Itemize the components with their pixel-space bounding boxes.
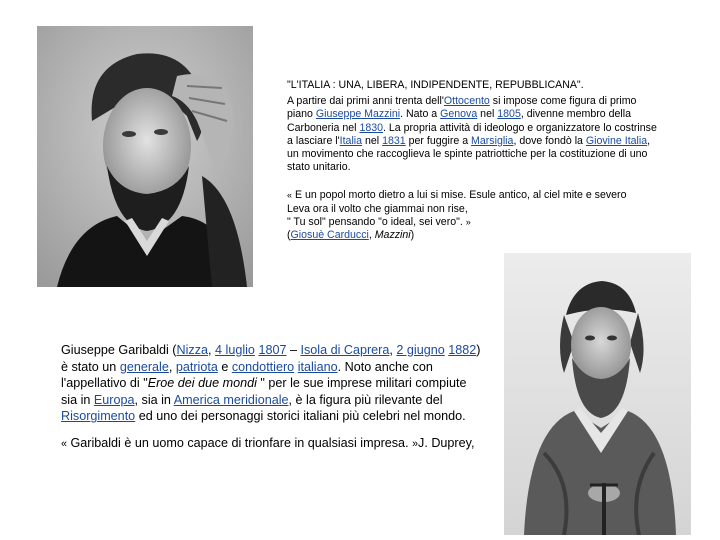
- quote-line: Leva ora il volto che giammai non rise,: [287, 202, 468, 215]
- text: si impose come figura di primo piano: [287, 95, 637, 121]
- text: ,: [389, 343, 397, 357]
- mazzini-quote: [287, 189, 659, 242]
- text: ): [410, 229, 415, 242]
- link-patriota[interactable]: patriota: [175, 359, 218, 374]
- text: ) è stato un: [61, 343, 481, 374]
- text: . La propria attività di ideologo e organizzatore lo costrinse a lasciare l': [287, 121, 657, 147]
- quote-close-mark: »: [412, 437, 419, 450]
- text: ed uno dei personaggi storici italiani più celebri nel mondo.: [135, 409, 466, 424]
- text: . Noto anche con l'appellativo di ": [61, 359, 433, 391]
- link-condottiero[interactable]: condottiero: [231, 359, 295, 374]
- garibaldi-section: [61, 342, 481, 453]
- mazzini-bio: [287, 95, 659, 174]
- garibaldi-portrait: [504, 253, 691, 535]
- text: nel: [362, 134, 383, 147]
- link-marsiglia[interactable]: Marsiglia: [471, 134, 514, 147]
- link-1805[interactable]: 1805: [497, 108, 521, 121]
- text: , è la figura più rilevante del: [288, 392, 443, 407]
- link-1882[interactable]: 1882: [448, 343, 477, 357]
- link-america-meridionale[interactable]: America meridionale: [173, 392, 289, 407]
- text: , dove fondò la: [513, 134, 586, 147]
- link-isola-di-caprera[interactable]: Isola di Caprera: [300, 343, 390, 357]
- quote-line: E un popol morto dietro a lui si mise. Esule antico, al ciel mite e severo: [292, 189, 627, 202]
- link-generale[interactable]: generale: [119, 359, 169, 374]
- link-ottocento[interactable]: Ottocento: [443, 95, 490, 108]
- quote-open-mark: «: [61, 437, 67, 450]
- text: nel: [477, 108, 498, 121]
- quote-author: J. Duprey,: [418, 435, 475, 450]
- text: ,: [168, 359, 176, 374]
- text: , un movimento che raccoglieva le spinte patriottiche per la costituzione di uno stato unitario.: [287, 134, 651, 174]
- link-2-giugno[interactable]: 2 giugno: [396, 343, 445, 357]
- link-giosue-carducci[interactable]: Giosuè Carducci: [290, 229, 369, 242]
- link-1831[interactable]: 1831: [382, 134, 406, 147]
- text: Giuseppe Garibaldi (: [61, 343, 177, 357]
- text: per fuggire a: [405, 134, 472, 147]
- mazzini-portrait: [37, 26, 253, 287]
- mazzini-heading: "L'ITALIA : UNA, LIBERA, INDIPENDENTE, REPUBBLICANA".: [287, 79, 584, 91]
- quote-line: " Tu sol" pensando "o ideal, sei vero".: [287, 215, 466, 228]
- text: –: [286, 343, 301, 357]
- garibaldi-portrait-image: [504, 253, 691, 535]
- link-genova[interactable]: Genova: [440, 108, 478, 121]
- quote-text: Garibaldi è un uomo capace di trionfare in qualsiasi impresa.: [66, 435, 413, 450]
- text: " per le sue imprese militari compiute sia in: [61, 376, 467, 407]
- link-risorgimento[interactable]: Risorgimento: [61, 409, 136, 424]
- link-italiano[interactable]: italiano: [297, 359, 338, 374]
- text: ,: [368, 229, 375, 242]
- link-giuseppe-mazzini[interactable]: Giuseppe Mazzini: [315, 108, 401, 121]
- mazzini-portrait-image: [37, 26, 253, 287]
- link-nizza[interactable]: Nizza: [176, 343, 209, 357]
- epithet: Eroe dei due mondi: [147, 376, 257, 391]
- text: . Nato a: [400, 108, 441, 121]
- link-giovine-italia[interactable]: Giovine Italia: [585, 134, 648, 147]
- link-europa[interactable]: Europa: [93, 392, 135, 407]
- garibaldi-bio: [61, 342, 481, 425]
- text: A partire dai primi anni trenta dell': [287, 95, 444, 108]
- garibaldi-quote: [61, 435, 481, 453]
- quote-work-title: Mazzini: [374, 229, 411, 242]
- quote-close-mark: »: [465, 216, 471, 227]
- text: , divenne membro della Carboneria nel: [287, 108, 631, 134]
- link-1830[interactable]: 1830: [359, 121, 384, 134]
- link-4-luglio[interactable]: 4 luglio: [215, 343, 255, 357]
- text: (: [287, 229, 291, 242]
- text: , sia in: [134, 392, 174, 407]
- text: e: [217, 359, 232, 374]
- quote-open-mark: «: [287, 190, 293, 201]
- text: ,: [208, 343, 216, 357]
- mazzini-section: [287, 79, 659, 242]
- link-italia[interactable]: Italia: [339, 134, 363, 147]
- link-1807[interactable]: 1807: [258, 343, 287, 357]
